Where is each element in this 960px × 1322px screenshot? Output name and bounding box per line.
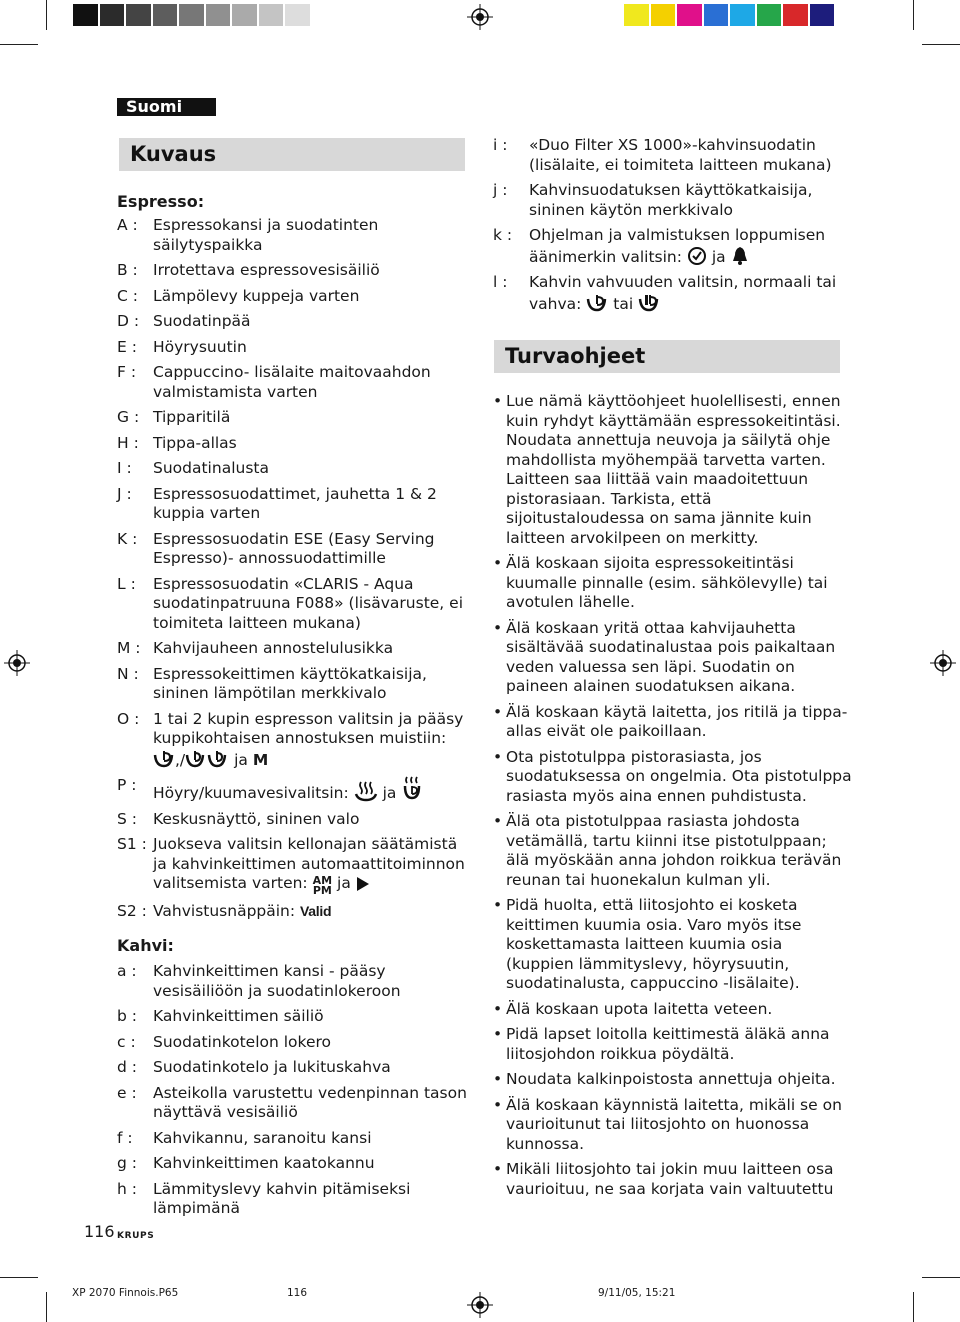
- legend-text: Kahvinkeittimen kansi - pääsy vesisäiliöön ja suodatinlokeroon: [153, 962, 401, 1000]
- crop-mark: [0, 1277, 38, 1278]
- list-item: • Älä koskaan yritä ottaa kahvijauhetta sisältävää suodatinalustaa pois paikaltaan veden valuessa sen läpi. Suodatin on paineen alainen suodatuksen aikana.: [493, 619, 853, 697]
- gray-swatch: [126, 4, 153, 26]
- legend-text: Tippa-allas: [153, 433, 237, 452]
- list-item: • Ota pistotulppa pistorasiasta, jos suodatuksessa on ongelmia. Ota pistotulppa rasiasta myös aina ennen puhdistusta.: [493, 748, 853, 807]
- memory-m-symbol: M: [252, 750, 269, 769]
- espresso-heading: Espresso:: [117, 192, 205, 211]
- crop-mark: [46, 0, 47, 30]
- legend-text: Höyry/kuumavesivalitsin:: [153, 784, 349, 802]
- gray-swatch: [179, 4, 206, 26]
- legend-item: [117, 962, 467, 1001]
- legend-item: [117, 261, 467, 281]
- legend-item: [117, 363, 467, 402]
- legend-key: d :: [117, 1058, 137, 1076]
- legend-item: [117, 639, 467, 659]
- list-item: • Älä ota pistotulppaa rasiasta johdosta vetämällä, tartu kiinni itse pistotulppaan; älä myöskään anna johdon roikkua terävän reunan tai huonekalun kulman yli.: [493, 812, 853, 890]
- legend-item: [117, 1129, 467, 1149]
- legend-key: f :: [117, 1128, 133, 1147]
- color-calibration-bar: [624, 4, 836, 26]
- legend-text: Suodatinkotelon lokero: [153, 1032, 332, 1051]
- legend-item: [117, 575, 467, 634]
- crop-mark: [922, 1277, 960, 1278]
- legend-item: [117, 1033, 467, 1053]
- list-item: • Lue nämä käyttöohjeet huolellisesti, ennen kuin ryhdyt käyttämään espressokeitintäsi. Noudata annettuja neuvoja ja säilytä ohje mahdollista myöhempää tarvetta varten. Laitteen saa liittää vain maadoitettuun pistorasiaan. Tarkista, että sijoitustaloudessa on sama jännite kuin laitteen arvokilpeen on merkitty.: [493, 392, 853, 548]
- legend-key: C :: [117, 286, 138, 305]
- legend-text: Vahvistusnäppäin:: [153, 902, 296, 920]
- one-cup-icon: [153, 749, 175, 769]
- legend-item: [117, 1084, 467, 1123]
- espresso-legend: [117, 216, 467, 928]
- legend-item: [117, 459, 467, 479]
- legend-text: Lämmityslevy kahvin pitämiseksi lämpimänä: [153, 1179, 411, 1217]
- gray-swatch: [259, 4, 286, 26]
- legend-key: M :: [117, 639, 141, 657]
- kahvi-legend: [117, 962, 467, 1225]
- legend-item-j: [493, 181, 853, 220]
- legend-key: i :: [493, 136, 508, 154]
- color-swatch: [810, 4, 837, 26]
- legend-key: F :: [117, 363, 137, 381]
- legend-item: [117, 1154, 467, 1174]
- list-item: • Älä koskaan upota laitetta veteen.: [493, 1000, 853, 1020]
- two-cups-icon: [185, 749, 229, 769]
- legend-text: Keskusnäyttö, sininen valo: [153, 809, 360, 828]
- timer-clock-icon: [687, 246, 707, 266]
- conjunction: ja: [337, 874, 351, 892]
- legend-key: K :: [117, 529, 138, 548]
- registration-mark-icon: [4, 650, 30, 676]
- crop-mark: [922, 44, 960, 45]
- valid-symbol: Valid: [300, 903, 332, 919]
- legend-item: [117, 216, 467, 255]
- legend-item-l: [493, 273, 853, 314]
- gray-swatch: [232, 4, 259, 26]
- crop-mark: [913, 1292, 914, 1322]
- section-heading-kuvaus: Kuvaus: [119, 138, 465, 171]
- legend-key: c :: [117, 1032, 136, 1051]
- pm-label: PM: [312, 884, 332, 897]
- kahvi-heading: Kahvi:: [117, 936, 174, 955]
- legend-key: g :: [117, 1154, 137, 1172]
- gray-swatch: [153, 4, 180, 26]
- legend-text: Höyrysuutin: [153, 337, 247, 356]
- list-item: • Mikäli liitosjohto tai jokin muu laitteen osa vaurioituu, ne saa korjata vain valtuutettu: [493, 1160, 853, 1199]
- list-item: • Älä koskaan käynnistä laitetta, mikäli se on vaurioitunut tai liitosjohto on huonossa kunnossa.: [493, 1096, 853, 1155]
- legend-item: [117, 338, 467, 358]
- crop-mark: [46, 1292, 47, 1322]
- legend-item: [117, 1058, 467, 1078]
- legend-item: [117, 408, 467, 428]
- color-swatch: [757, 4, 784, 26]
- slug-page: 116: [287, 1287, 308, 1299]
- legend-text: Espressokansi ja suodatinten säilytyspaikka: [153, 216, 379, 254]
- legend-key: A :: [117, 216, 138, 234]
- color-swatch: [624, 4, 651, 26]
- color-swatch: [783, 4, 810, 26]
- conjunction: tai: [613, 294, 634, 313]
- legend-item: [117, 287, 467, 307]
- legend-item: [117, 434, 467, 454]
- slug-date: 9/11/05, 15:21: [598, 1287, 676, 1299]
- registration-mark-icon: [930, 650, 956, 676]
- legend-text: Kahvijauheen annostelulusikka: [153, 639, 394, 657]
- legend-item: [117, 665, 467, 704]
- steam-icon: [354, 780, 378, 802]
- crop-mark: [0, 44, 38, 45]
- registration-mark-icon: [467, 4, 493, 30]
- legend-item-s2: [117, 902, 467, 922]
- legend-key: S2 :: [117, 902, 147, 920]
- legend-key: l :: [493, 273, 508, 291]
- legend-text: Espressokeittimen käyttökatkaisija, sininen lämpötilan merkkivalo: [153, 664, 427, 702]
- normal-strength-icon: [586, 293, 608, 313]
- strong-strength-icon: [638, 293, 662, 313]
- legend-key: L :: [117, 574, 136, 593]
- legend-key: D :: [117, 312, 140, 330]
- legend-key: h :: [117, 1179, 137, 1198]
- legend-text: Kahvinkeittimen kaatokannu: [153, 1154, 375, 1172]
- legend-key: O :: [117, 709, 140, 728]
- page-number: 116: [84, 1222, 115, 1241]
- legend-text: Suodatinalusta: [153, 459, 269, 477]
- legend-item-s1: [117, 835, 467, 896]
- list-item: • Noudata kalkinpoistosta annettuja ohjeita.: [493, 1070, 853, 1090]
- brand-logo: KRUPS: [117, 1231, 155, 1241]
- legend-text: Irrotettava espressovesisäiliö: [153, 261, 380, 279]
- play-arrow-icon: [356, 876, 370, 892]
- gray-swatch: [100, 4, 127, 26]
- legend-text: Suodatinkotelo ja lukituskahva: [153, 1058, 391, 1076]
- gray-swatch: [206, 4, 233, 26]
- legend-text: Espressosuodatin «CLARIS - Aqua suodatinpatruuna F088» (lisävaruste, ei toimiteta laitteen mukana): [153, 574, 464, 632]
- list-item: • Pidä huolta, että liitosjohto ei kosketa keittimen kuumia osia. Varo myös itse koskettamasta laitteen kuumia osia (kuppien lämmityslevy, höyrysuutin, suodatinalusta, cappuccino -lisälaite).: [493, 896, 853, 994]
- legend-key: I :: [117, 459, 132, 477]
- legend-text: Kahvinkeittimen säiliö: [153, 1007, 324, 1025]
- legend-key: a :: [117, 962, 137, 980]
- legend-item: [117, 810, 467, 830]
- legend-item: [117, 485, 467, 524]
- legend-text: Espressosuodatin ESE (Easy Serving Espresso)- annossuodattimille: [153, 529, 435, 567]
- legend-text: Kahvikannu, saranoitu kansi: [153, 1128, 372, 1147]
- legend-key: G :: [117, 408, 140, 426]
- legend-text: Kahvinsuodatuksen käyttökatkaisija, sininen käytön merkkivalo: [529, 181, 813, 219]
- legend-item-k: [493, 226, 853, 267]
- legend-text: Cappuccino- lisälaite maitovaahdon valmistamista varten: [153, 363, 431, 401]
- legend-item-i: [493, 136, 853, 175]
- color-swatch: [651, 4, 678, 26]
- legend-key: b :: [117, 1007, 137, 1025]
- language-tab: Suomi: [117, 98, 216, 116]
- gray-swatch: [73, 4, 100, 26]
- legend-text: Lämpölevy kuppeja varten: [153, 286, 360, 305]
- legend-item-p: [117, 776, 467, 804]
- am-pm-symbol: [313, 876, 332, 896]
- legend-key: e :: [117, 1083, 137, 1102]
- gray-swatch: [285, 4, 312, 26]
- gray-calibration-bar: [73, 4, 312, 26]
- legend-text: Juokseva valitsin kellonajan säätämistä ja kahvinkeittimen automaattitoiminnon valitsemista varten:: [153, 835, 465, 892]
- legend-text: Tipparitilä: [153, 408, 231, 426]
- bell-icon: [731, 246, 749, 266]
- color-swatch: [704, 4, 731, 26]
- legend-key: S :: [117, 809, 137, 828]
- right-legend: [493, 136, 853, 320]
- list-item: • Pidä lapset loitolla keittimestä äläkä anna liitosjohdon roikkua pöydältä.: [493, 1025, 853, 1064]
- registration-mark-icon: [467, 1292, 493, 1318]
- legend-text: Ohjelman ja valmistuksen loppumisen äänimerkin valitsin:: [529, 226, 826, 266]
- legend-item: [117, 1007, 467, 1027]
- legend-text: Kahvin vahvuuden valitsin, normaali tai vahva:: [529, 273, 837, 313]
- crop-mark: [913, 0, 914, 30]
- list-item: • Älä koskaan käytä laitetta, jos ritilä ja tippa-allas eivät ole paikoillaan.: [493, 703, 853, 742]
- safety-instructions-list: [493, 392, 853, 1205]
- legend-key: S1 :: [117, 835, 147, 853]
- legend-key: N :: [117, 664, 139, 683]
- legend-item: [117, 312, 467, 332]
- legend-key: B :: [117, 261, 138, 279]
- conjunction: ja: [711, 247, 726, 266]
- hot-water-icon: [401, 776, 425, 802]
- slug-filename: XP 2070 Finnois.P65: [72, 1287, 179, 1299]
- legend-key: j :: [493, 181, 508, 199]
- section-heading-turvaohjeet: Turvaohjeet: [494, 340, 840, 373]
- legend-key: J :: [117, 484, 132, 503]
- color-swatch: [730, 4, 757, 26]
- legend-text: Suodatinpää: [153, 312, 251, 330]
- conjunction: ja: [234, 750, 248, 769]
- legend-text: 1 tai 2 kupin espresson valitsin ja pääsy kuppikohtaisen annostuksen muistiin:: [153, 709, 464, 747]
- legend-item-o: [117, 710, 467, 771]
- color-swatch: [677, 4, 704, 26]
- legend-key: E :: [117, 337, 137, 356]
- legend-text: Asteikolla varustettu vedenpinnan tason näyttävä vesisäiliö: [153, 1083, 467, 1121]
- legend-key: k :: [493, 226, 513, 244]
- cup-separator: ,/: [175, 750, 186, 769]
- legend-key: P :: [117, 776, 137, 794]
- legend-item: [117, 530, 467, 569]
- legend-item: [117, 1180, 467, 1219]
- legend-text: «Duo Filter XS 1000»-kahvinsuodatin (lisälaite, ei toimiteta laitteen mukana): [529, 136, 832, 174]
- conjunction: ja: [382, 784, 397, 802]
- am-label: AM: [312, 874, 333, 887]
- list-item: • Älä koskaan sijoita espressokeitintäsi kuumalle pinnalle (esim. sähkölevylle) tai avotulen lähelle.: [493, 554, 853, 613]
- legend-text: Espressosuodattimet, jauhetta 1 & 2 kuppia varten: [153, 484, 437, 522]
- legend-key: H :: [117, 433, 139, 452]
